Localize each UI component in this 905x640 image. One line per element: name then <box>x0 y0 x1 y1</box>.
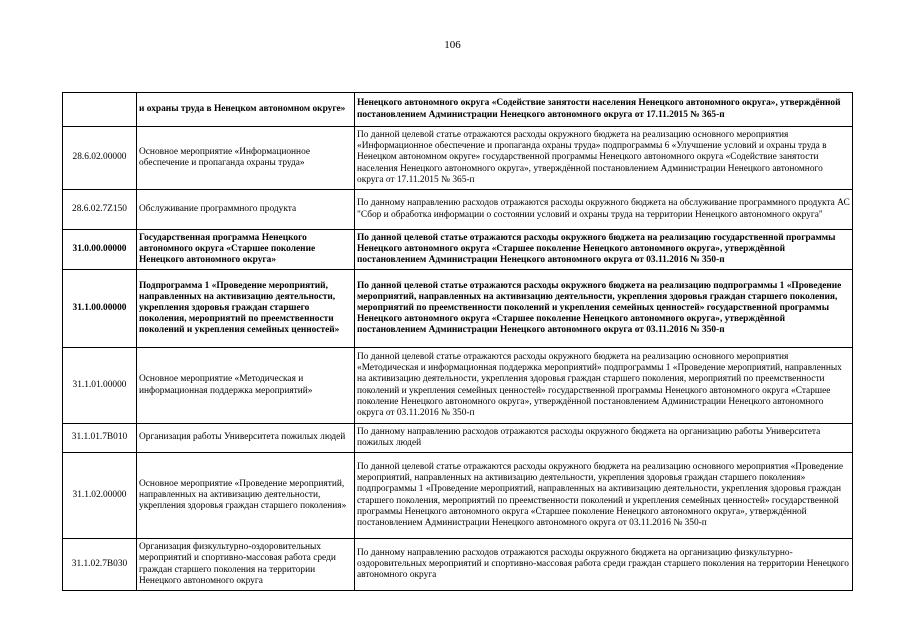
target-name-cell: Основное мероприятие «Методическая и информационная поддержка мероприятий» <box>137 348 355 424</box>
target-description-cell: По данному направлению расходов отражаются расходы окружного бюджета на организацию физкультурно-оздоровительных мероприятий и спортивно-массовая работа среди граждан старшего поколения на территории Ненецкого автономного округа <box>355 539 853 591</box>
target-name-cell: Организация работы Университета пожилых людей <box>137 424 355 453</box>
target-description-cell: По данной целевой статье отражаются расходы окружного бюджета на реализацию основного мероприятия «Информационное обеспечение и пропаганда охраны труда» подпрограммы 6 «Улучшение условий и охраны труда в Ненецком автономном округе» государственной программы Ненецкого автономного округа «Содействие занятости населения Ненецкого автономного округа», утверждённой постановлением Администрации Ненецкого автономного округа от 17.11.2015 № 365-п <box>355 127 853 190</box>
target-name-cell: Обслуживание программного продукта <box>137 190 355 230</box>
target-name-cell: Подпрограмма 1 «Проведение мероприятий, направленных на активизацию деятельности, укрепления здоровья граждан старшего поколения, мероприятий по преемственности поколений и укрепления семейных ценностей» <box>137 270 355 348</box>
target-description-cell: По данной целевой статье отражаются расходы окружного бюджета на реализацию подпрограммы 1 «Проведение мероприятий, направленных на активизацию деятельности, укрепления здоровья граждан старшего поколения, мероприятий по преемственности поколений и укрепления семейных ценностей» государственной программы Ненецкого автономного округа «Старшее поколение Ненецкого автономного округа», утверждённой постановлением Администрации Ненецкого автономного округа от 03.11.2016 № 350-п <box>355 270 853 348</box>
target-code-cell <box>63 93 137 127</box>
budget-classification-table <box>62 92 853 591</box>
table-row <box>63 93 853 127</box>
target-code-cell: 31.1.02.7В030 <box>63 539 137 591</box>
target-description-cell: Ненецкого автономного округа «Содействие занятости населения Ненецкого автономного округа», утверждённой постановлением Администрации Ненецкого автономного округа от 17.11.2015 № 365-п <box>355 93 853 127</box>
table-row <box>63 453 853 539</box>
target-name-cell: Государственная программа Ненецкого автономного округа «Старшее поколение Ненецкого автономного округа» <box>137 230 355 270</box>
target-code-cell: 31.1.01.7В010 <box>63 424 137 453</box>
target-description-cell: По данному направлению расходов отражаются расходы окружного бюджета на организацию работы Университета пожилых людей <box>355 424 853 453</box>
target-code-cell: 31.0.00.00000 <box>63 230 137 270</box>
table-row <box>63 230 853 270</box>
target-description-cell: По данной целевой статье отражаются расходы окружного бюджета на реализацию основного мероприятия «Проведение мероприятий, направленных на активизацию деятельности, укрепления здоровья граждан старшего поколения» подпрограммы 1 «Проведение мероприятий, направленных на активизацию деятельности, укрепления здоровья граждан старшего поколения, мероприятий по преемственности поколений и укрепления семейных ценностей» государственной программы Ненецкого автономного округа «Старшее поколение Ненецкого автономного округа», утверждённой постановлением Администрации Ненецкого автономного округа от 03.11.2016 № 350-п <box>355 453 853 539</box>
target-code-cell: 31.1.01.00000 <box>63 348 137 424</box>
target-code-cell: 28.6.02.7Z150 <box>63 190 137 230</box>
table-row <box>63 270 853 348</box>
target-description-cell: По данной целевой статье отражаются расходы окружного бюджета на реализацию государственной программы Ненецкого автономного округа «Старшее поколение Ненецкого автономного округа», утверждённой постановлением Администрации Ненецкого автономного округа от 03.11.2016 № 350-п <box>355 230 853 270</box>
target-code-cell: 31.1.02.00000 <box>63 453 137 539</box>
target-name-cell: Основное мероприятие «Проведение мероприятий, направленных на активизацию деятельности, укрепления здоровья граждан старшего поколения» <box>137 453 355 539</box>
table-row <box>63 539 853 591</box>
target-name-cell: и охраны труда в Ненецком автономном округе» <box>137 93 355 127</box>
table-row <box>63 190 853 230</box>
target-name-cell: Организация физкультурно-оздоровительных мероприятий и спортивно-массовая работа среди граждан старшего поколения на территории Ненецкого автономного округа <box>137 539 355 591</box>
page-number: 106 <box>444 39 461 51</box>
target-code-cell: 31.1.00.00000 <box>63 270 137 348</box>
target-code-cell: 28.6.02.00000 <box>63 127 137 190</box>
target-description-cell: По данному направлению расходов отражаются расходы окружного бюджета на обслуживание программного продукта АС "Сбор и обработка информации о состоянии условий и охраны труда на территории Ненецкого автономного округа" <box>355 190 853 230</box>
table-row <box>63 424 853 453</box>
table-row <box>63 127 853 190</box>
table-row <box>63 348 853 424</box>
target-description-cell: По данной целевой статье отражаются расходы окружного бюджета на реализацию основного мероприятия «Методическая и информационная поддержка мероприятий» подпрограммы 1 «Проведение мероприятий, направленных на активизацию деятельности, укрепления здоровья граждан старшего поколения, мероприятий по преемственности поколений и укрепления семейных ценностей» государственной программы Ненецкого автономного округа «Старшее поколение Ненецкого автономного округа», утверждённой постановлением Администрации Ненецкого автономного округа от 03.11.2016 № 350-п <box>355 348 853 424</box>
target-name-cell: Основное мероприятие «Информационное обеспечение и пропаганда охраны труда» <box>137 127 355 190</box>
